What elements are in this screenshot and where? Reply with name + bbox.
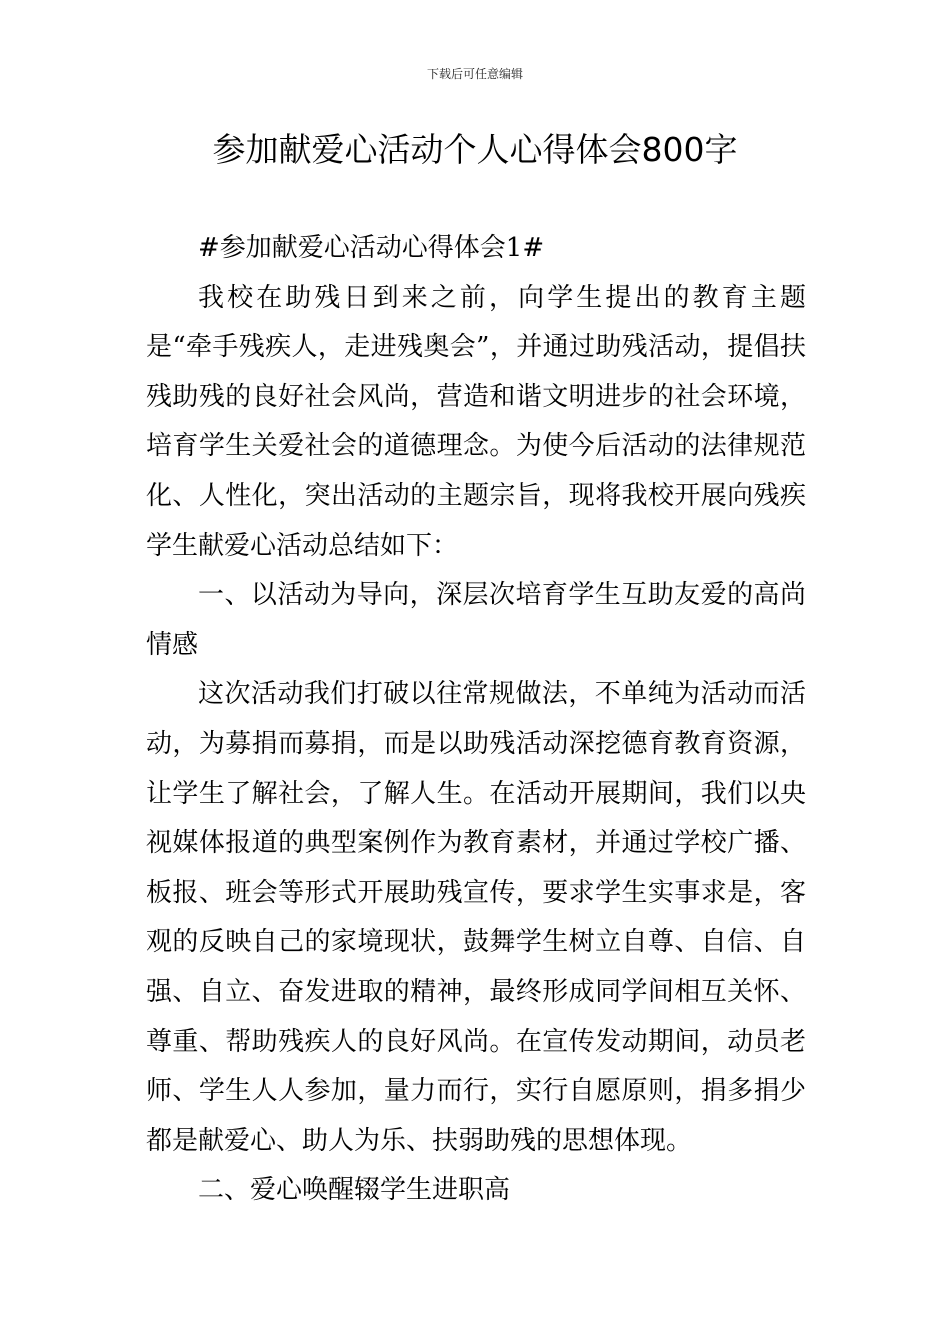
subheading-two: 二、爱心唤醒辍学生进职高: [198, 1175, 511, 1206]
body-paragraph-activity: 这次活动我们打破以往常规做法，不单纯为活动而活动，为募捐而募捐，而是以助残活动深挖德育教育资源，让学生了解社会，了解人生。在活动开展期间，我们以央视媒体报道的典型案例作为教育素材，并通过学校广播、板报、班会等形式开展助残宣传，要求学生实事求是，客观的反映自己的家境现状，鼓舞学生树立自尊、自信、自强、自立、奋发进取的精神，最终形成同学间相互关怀、尊重、帮助残疾人的良好风尚。在宣传发动期间，动员老师、学生人人参加，量力而行，实行自愿原则，捐多捐少都是献爱心、助人为乐、扶弱助残的思想体现。: [146, 679, 806, 1156]
header-note: 下载后可任意编辑: [426, 67, 523, 81]
document-title: 参加献爱心活动个人心得体会800字: [212, 130, 738, 169]
body-paragraph-intro: 我校在助残日到来之前，向学生提出的教育主题是“牵手残疾人，走进残奥会”，并通过助残活动，提倡扶残助残的良好社会风尚，营造和谐文明进步的社会环境，培育学生关爱社会的道德理念。为使今后活动的法律规范化、人性化，突出活动的主题宗旨，现将我校开展向残疾学生献爱心活动总结如下：: [146, 282, 806, 561]
section-heading-1: #参加献爱心活动心得体会1#: [198, 233, 545, 263]
document-body: [146, 224, 806, 1216]
subheading-one: 一、以活动为导向，深层次培育学生互助友爱的高尚情感: [146, 580, 806, 660]
